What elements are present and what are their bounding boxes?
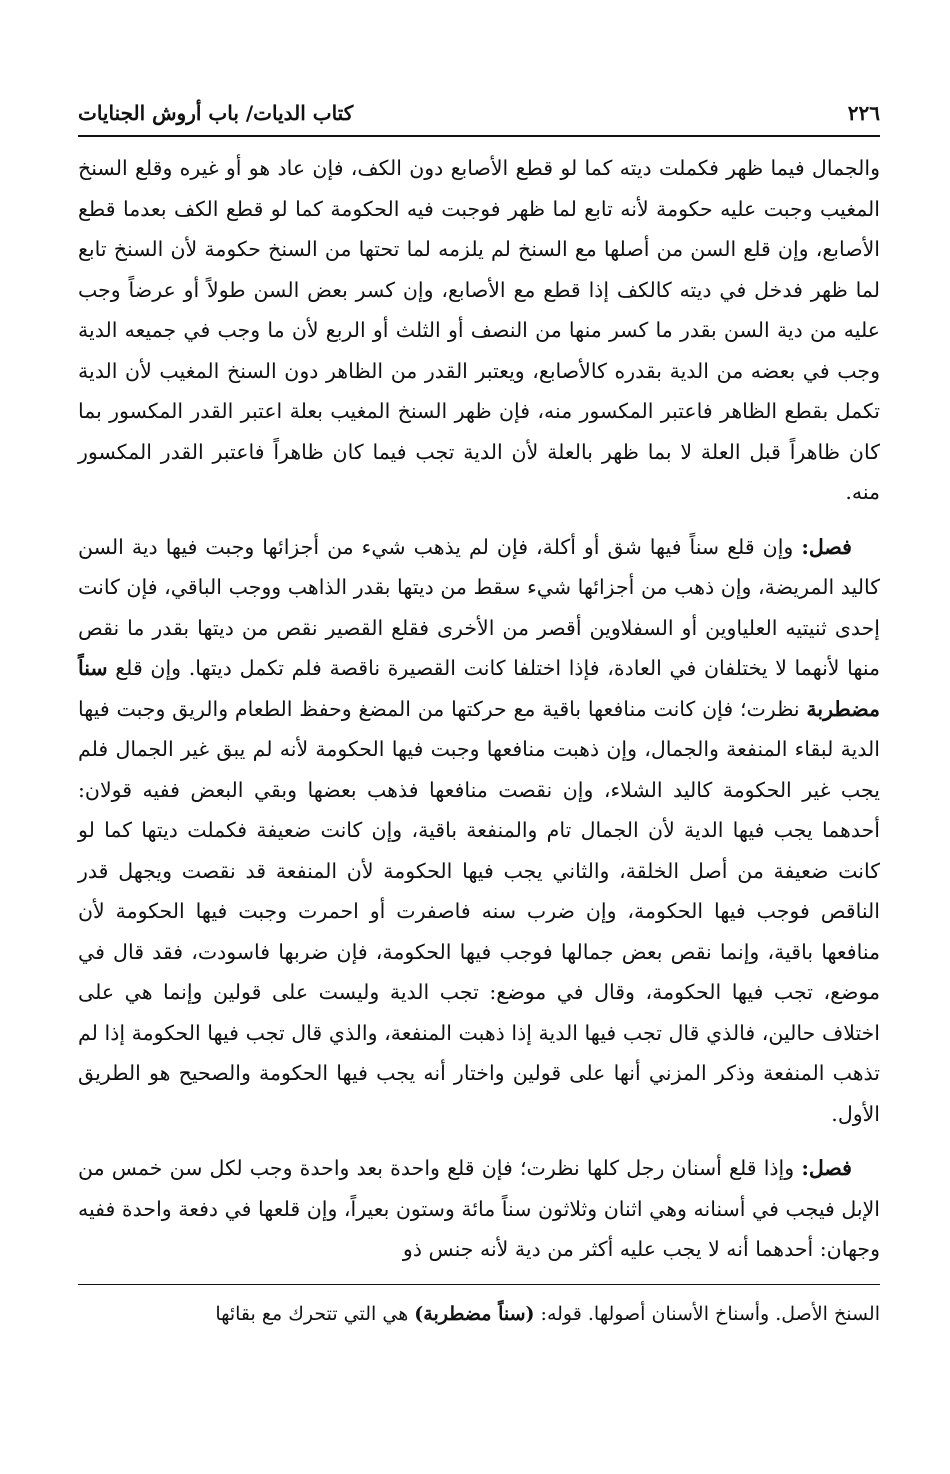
paragraph-1-text: والجمال فيما ظهر فكملت ديته كما لو قطع الأصابع دون الكف، فإن عاد هو أو غيره وقلع السنخ المغيب وجبت عليه حكومة لأنه تابع لما ظهر فوجبت فيه الحكومة كما لو قطع الكف بعدما قطع الأصابع، وإن قلع السن من أصلها مع السنخ لم يلزمه لما تحتها من السنخ حكومة لأن السنخ تابع لما ظهر فدخل في ديته كالكف إذا قطع مع الأصابع، وإن كسر بعض السن طولاً أو عرضاً وجب عليه من دية السن بقدر ما كسر منها من النصف أو الثلث أو الربع لأن ما وجب في جميعه الدية وجب في بعضه من الدية بقدره كالأصابع، ويعتبر القدر من الظاهر دون السنخ المغيب لأن الدية تكمل بقطع الظاهر فاعتبر المكسور منه، فإن ظهر السنخ المغيب بعلة اعتبر القدر المكسور بما كان ظاهراً قبل العلة لا بما ظهر بالعلة لأن الدية تجب فيما كان ظاهراً فاعتبر القدر المكسور منه. [78, 156, 880, 504]
paragraph-2-text-a: وإن قلع سناً فيها شق أو أكلة، فإن لم يذهب شيء من أجزائها وجبت فيها دية السن كاليد المريضة، وإن ذهب من أجزائها شيء سقط من ديتها بقدر الذاهب ووجب الباقي، فإن كانت إحدى ثنيتيه العلياوين أو السفلاوين أقصر من الأخرى فقلع القصير نقص من ديتها بقدر ما نقص منها لأنهما لا يختلفان في العادة، فإذا اختلفا كانت القصيرة ناقصة فلم تكمل ديتها. وإن قلع [78, 534, 880, 680]
paragraph-2-text-b: نظرت؛ فإن كانت منافعها باقية مع حركتها من المضغ وحفظ الطعام والريق وجبت فيها الدية لبقاء المنفعة والجمال، وإن ذهبت منافعها وجبت فيها الحكومة لأنه لم يبق غير الجمال فلم يجب غير الحكومة كاليد الشلاء، وإن نقصت منافعها فذهب بعضها وبقي البعض ففيه قولان: أحدهما يجب فيها الدية لأن الجمال تام والمنفعة باقية، وإن كانت ضعيفة فكملت ديتها كما لو كانت ضعيفة من أصل الخلقة، والثاني يجب فيها الحكومة لأن المنفعة قد نقصت ويجهل قدر الناقص فوجب فيها الحكومة، وإن ضرب سنه فاصفرت أو احمرت وجبت فيها الحكومة لأن منافعها باقية، وإنما نقص بعض جمالها فوجب فيها الحكومة، فإن ضربها فاسودت، فقد قال في موضع، تجب فيها الحكومة، وقال في موضع: تجب الدية وليست على قولين وإنما هي على اختلاف حالين، فالذي قال تجب فيها الدية إذا ذهبت المنفعة، والذي قال تجب فيها الحكومة إذا لم تذهب المنفعة وذكر المزني أنها على قولين واختار أنه يجب فيها الحكومة والصحيح هو الطريق الأول. [78, 696, 880, 1126]
section-label: فصل: [801, 534, 852, 559]
paragraph-3-text: وإذا قلع أسنان رجل كلها نظرت؛ فإن قلع واحدة بعد واحدة وجب لكل سن خمس من الإبل فيجب في أسنانه وهي اثنان وثلاثون سناً مائة وستون بعيراً، وإن قلعها في دفعة واحدة ففيه وجهان: أحدهما أنه لا يجب عليه أكثر من دية لأنه جنس ذو [78, 1156, 880, 1261]
footnote-rule [78, 1284, 880, 1285]
paragraph-1 [78, 148, 880, 513]
running-head [78, 96, 880, 130]
page-number: ٢٢٦ [847, 101, 880, 125]
main-text [78, 148, 880, 1284]
running-title: كتاب الديات/ باب أروش الجنايات [78, 101, 354, 125]
section-label: فصل: [801, 1156, 852, 1180]
footnote [78, 1296, 880, 1332]
paragraph-2 [78, 527, 880, 1135]
footnote-quote: (سناً مضطربة) [414, 1303, 535, 1325]
footnote-text-a: السنخ الأصل. وأسناخ الأسنان أصولها. قوله: [540, 1303, 880, 1325]
paragraph-3 [78, 1148, 880, 1270]
footnote-text-b: هي التي تتحرك مع بقائها [215, 1303, 409, 1325]
book-page [78, 0, 880, 1474]
bold-term: سناً مضطربة [78, 656, 880, 721]
header-rule [78, 135, 880, 137]
